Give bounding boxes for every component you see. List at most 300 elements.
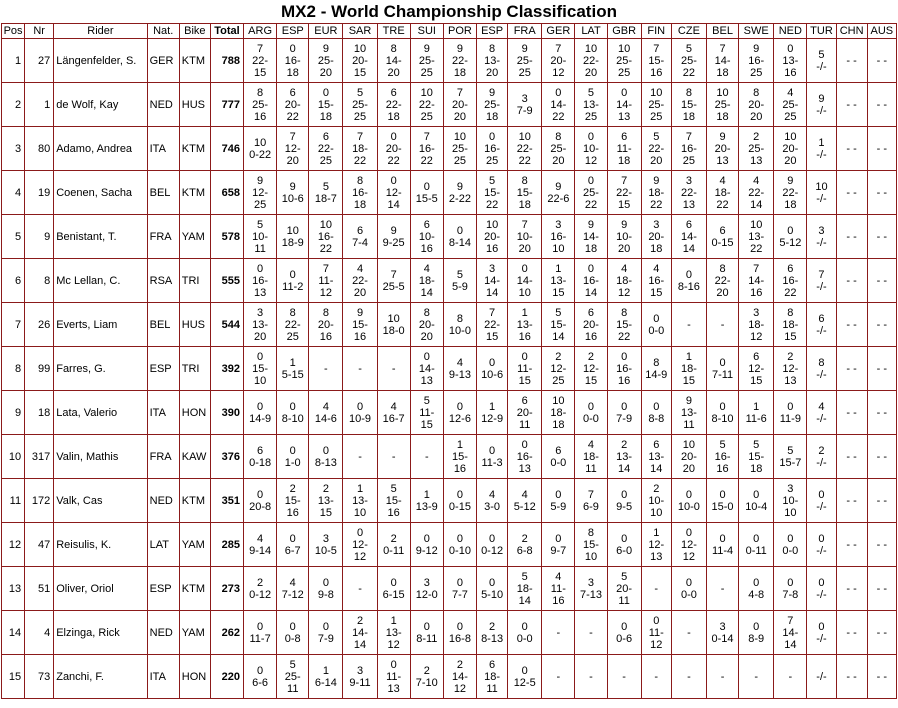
result-line: 10 — [815, 180, 828, 193]
result-line: - — [622, 670, 626, 683]
result-line: 16 — [387, 506, 400, 519]
result-line: 8 — [587, 526, 595, 539]
result-line: 10-5 — [314, 544, 337, 557]
result-cell — [671, 347, 706, 391]
result-line: 3 — [257, 306, 264, 319]
result-line: 11-4 — [711, 544, 734, 557]
result-line: 7-8 — [782, 588, 799, 601]
result-line: 6-14 — [314, 676, 337, 689]
result-cell — [706, 171, 738, 215]
result-line: 8 — [521, 174, 528, 187]
result-line: -/- — [816, 544, 827, 557]
result-line: 1 — [356, 482, 364, 495]
total-cell: 351 — [210, 479, 243, 523]
result-line: 9 — [257, 174, 264, 187]
nationality-cell: GER — [147, 39, 179, 83]
result-line: 0 — [456, 400, 463, 413]
result-line: 20 — [518, 242, 531, 255]
result-line: 15 — [353, 66, 367, 79]
result-line: 0 — [685, 268, 692, 281]
result-line: 25 — [420, 66, 433, 79]
result-line: 18- — [748, 318, 765, 331]
result-cell — [575, 567, 607, 611]
result-line: 16- — [516, 450, 533, 463]
total-cell: 658 — [210, 171, 243, 215]
table-row — [2, 127, 897, 171]
result-line: 0 — [587, 400, 595, 413]
result-cell — [244, 435, 277, 479]
result-line: 10 — [420, 86, 433, 99]
result-cell — [807, 303, 836, 347]
result-line: 16- — [714, 450, 731, 463]
result-line: 20- — [782, 142, 799, 155]
result-cell — [542, 127, 575, 171]
result-line: - — [654, 670, 659, 683]
result-line: - - — [846, 54, 857, 67]
result-line: 20- — [583, 318, 599, 331]
result-line: 7 — [322, 262, 329, 275]
result-cell — [807, 611, 836, 655]
table-row — [2, 611, 897, 655]
result-line: 0 — [390, 130, 397, 143]
result-cell — [807, 259, 836, 303]
result-cell — [836, 171, 867, 215]
nationality-cell: FRA — [147, 435, 179, 479]
result-cell — [277, 215, 309, 259]
result-line: 0 — [753, 488, 760, 501]
result-line: - — [324, 362, 328, 375]
result-line: 25 — [485, 154, 499, 167]
column-header: ESP — [277, 24, 309, 39]
result-line: 12 — [682, 550, 696, 563]
result-cell — [244, 655, 277, 699]
result-cell — [277, 171, 309, 215]
result-line: 0 — [489, 532, 496, 545]
result-line: 16 — [784, 66, 797, 79]
rider-cell: Valin, Mathis — [54, 435, 147, 479]
result-line: 14- — [451, 670, 468, 683]
result-line: 16 — [518, 330, 531, 343]
result-line: 15- — [284, 494, 301, 507]
result-line: 1 — [818, 136, 825, 149]
result-line: 16- — [583, 274, 599, 287]
position-cell: 15 — [2, 655, 25, 699]
result-line: 4-8 — [748, 588, 765, 601]
result-cell — [542, 567, 575, 611]
result-line: 15- — [583, 538, 599, 551]
result-cell — [244, 259, 277, 303]
result-line: 25- — [550, 142, 567, 155]
result-line: - — [358, 582, 362, 595]
result-line: 0 — [521, 620, 528, 633]
result-line: 9 — [521, 42, 528, 55]
result-cell — [443, 303, 476, 347]
result-line: 7-7 — [451, 588, 468, 601]
result-line: 20 — [286, 154, 299, 167]
result-cell — [477, 83, 508, 127]
result-line: 13 — [420, 374, 433, 387]
result-line: 4 — [322, 400, 329, 413]
result-cell — [739, 259, 774, 303]
result-cell — [641, 391, 671, 435]
result-line: 0-0 — [648, 324, 665, 337]
result-line: 7-12 — [281, 588, 304, 601]
result-line: 1 — [289, 356, 296, 369]
result-cell — [836, 479, 867, 523]
result-cell — [836, 259, 867, 303]
position-cell: 11 — [2, 479, 25, 523]
result-line: 10 — [286, 224, 299, 237]
result-line: 1 — [521, 306, 528, 319]
result-line: 14- — [484, 274, 501, 287]
result-line: 18- — [583, 450, 599, 463]
result-line: 13 — [253, 286, 267, 299]
result-line: 11- — [318, 274, 334, 287]
result-line: 18 — [387, 110, 400, 123]
result-line: 0 — [818, 576, 825, 589]
result-line: - — [754, 670, 759, 683]
number-cell: 99 — [25, 347, 54, 391]
result-line: 25 — [286, 330, 299, 343]
result-line: 25 — [453, 154, 467, 167]
result-line: 0 — [818, 620, 825, 633]
result-line: 11 — [519, 418, 531, 431]
result-line: 0 — [818, 488, 825, 501]
result-line: -/- — [816, 632, 827, 645]
result-cell — [244, 303, 277, 347]
result-cell — [508, 479, 542, 523]
result-cell — [607, 171, 641, 215]
result-cell — [671, 171, 706, 215]
result-line: 5 — [787, 444, 794, 457]
result-line: 1-0 — [284, 456, 301, 469]
result-cell — [343, 303, 377, 347]
result-line: 15- — [317, 98, 334, 111]
result-cell — [477, 391, 508, 435]
result-cell — [309, 655, 343, 699]
result-line: 11- — [517, 362, 533, 375]
result-line: 13 — [618, 110, 631, 123]
result-cell — [867, 83, 896, 127]
result-cell — [343, 655, 377, 699]
result-line: 0-11 — [745, 544, 767, 557]
result-cell — [774, 479, 807, 523]
total-cell: 392 — [210, 347, 243, 391]
result-cell — [774, 523, 807, 567]
header-row — [2, 24, 897, 39]
result-line: 2 — [621, 438, 628, 451]
result-line: 13- — [550, 274, 567, 287]
result-line: 22 — [420, 154, 433, 167]
result-cell — [377, 39, 410, 83]
table-row — [2, 347, 897, 391]
result-line: 18 — [716, 66, 729, 79]
result-line: - - — [876, 230, 888, 243]
result-line: 15-5 — [415, 192, 438, 205]
result-line: 10-6 — [281, 192, 304, 205]
result-cell — [739, 391, 774, 435]
result-line: 25- — [748, 142, 765, 155]
rider-cell: Adamo, Andrea — [54, 127, 147, 171]
result-line: - - — [876, 406, 888, 419]
result-line: 0 — [322, 444, 329, 457]
result-line: - — [391, 362, 396, 375]
result-cell — [377, 611, 410, 655]
result-line: 22- — [748, 186, 765, 199]
result-line: 22 — [618, 330, 631, 343]
column-header: CZE — [671, 24, 706, 39]
result-line: 20- — [550, 54, 567, 67]
result-line: 0-15 — [711, 236, 734, 249]
result-line: 9 — [555, 180, 562, 193]
result-line: 13- — [317, 494, 334, 507]
result-line: 15 — [750, 374, 763, 387]
result-line: 14 — [420, 286, 433, 299]
result-line: 1 — [322, 664, 329, 677]
result-line: 5 — [653, 130, 660, 143]
result-line: 10 — [584, 550, 598, 563]
result-cell — [671, 215, 706, 259]
result-line: 10-0 — [448, 324, 471, 337]
result-line: 18 — [286, 66, 299, 79]
result-line: 15- — [616, 318, 633, 331]
result-line: 0-11 — [383, 544, 405, 557]
result-cell — [739, 479, 774, 523]
bike-cell: KTM — [179, 479, 210, 523]
result-cell — [508, 523, 542, 567]
result-line: 9-13 — [448, 368, 471, 381]
result-cell — [774, 39, 807, 83]
nationality-cell: ITA — [147, 127, 179, 171]
result-line: 0 — [787, 224, 794, 237]
result-cell — [377, 259, 410, 303]
result-line: 6 — [489, 658, 496, 671]
result-line: 1 — [456, 438, 463, 451]
result-line: 22 — [716, 198, 729, 211]
result-cell — [410, 523, 443, 567]
number-cell: 18 — [25, 391, 54, 435]
result-cell — [309, 83, 343, 127]
result-line: 8-13 — [481, 632, 504, 645]
result-line: 20- — [385, 142, 402, 155]
result-line: 6 — [753, 350, 760, 363]
result-cell — [641, 523, 671, 567]
result-cell — [542, 479, 575, 523]
result-line: - - — [876, 318, 888, 331]
result-cell — [575, 303, 607, 347]
number-cell: 1 — [25, 83, 54, 127]
result-line: 25- — [516, 54, 533, 67]
result-cell — [477, 567, 508, 611]
result-cell — [508, 83, 542, 127]
result-cell — [410, 479, 443, 523]
result-line: - - — [846, 142, 857, 155]
result-cell — [477, 611, 508, 655]
result-cell — [343, 215, 377, 259]
result-line: 22- — [583, 54, 599, 67]
result-line: - - — [876, 670, 888, 683]
result-line: 12- — [648, 538, 665, 551]
result-cell — [671, 127, 706, 171]
result-line: 25- — [680, 54, 697, 67]
result-cell — [508, 127, 542, 171]
result-line: 13- — [252, 318, 269, 331]
result-line: 7 — [456, 86, 463, 99]
result-line: 8 — [322, 306, 329, 319]
result-cell — [575, 259, 607, 303]
result-line: 2 — [390, 532, 397, 545]
result-line: 18- — [484, 670, 501, 683]
result-line: 16- — [550, 230, 567, 243]
column-header: SAR — [343, 24, 377, 39]
result-line: 25 — [784, 110, 797, 123]
result-cell — [867, 303, 896, 347]
result-line: 9-12 — [415, 544, 438, 557]
result-cell — [377, 567, 410, 611]
result-line: 13- — [385, 626, 402, 639]
result-cell — [739, 303, 774, 347]
result-line: 16- — [648, 274, 665, 287]
result-line: 0 — [257, 350, 264, 363]
column-header: CHN — [836, 24, 867, 39]
result-line: 18 — [584, 242, 598, 255]
result-line: 12- — [252, 186, 269, 199]
result-cell — [542, 655, 575, 699]
result-line: 7-13 — [579, 588, 602, 601]
column-header: Nat. — [147, 24, 179, 39]
position-cell: 4 — [2, 171, 25, 215]
result-line: 25- — [583, 186, 599, 199]
result-line: - - — [846, 538, 857, 551]
result-line: 8 — [257, 86, 264, 99]
result-cell — [309, 611, 343, 655]
result-cell — [671, 259, 706, 303]
result-cell — [807, 435, 836, 479]
result-cell — [607, 259, 641, 303]
result-cell — [671, 39, 706, 83]
result-cell — [671, 83, 706, 127]
result-cell — [508, 655, 542, 699]
result-line: 8-11 — [416, 632, 438, 645]
result-line: 9 — [818, 92, 825, 105]
result-line: 6-15 — [382, 588, 405, 601]
result-line: 10 — [319, 218, 332, 231]
result-line: 0 — [787, 576, 794, 589]
result-line: - - — [846, 274, 857, 287]
result-line: 16-8 — [448, 632, 471, 645]
result-line: 8 — [818, 356, 825, 369]
result-line: 8-16 — [677, 280, 700, 293]
result-line: 16 — [716, 462, 729, 475]
result-line: 18- — [550, 406, 567, 419]
result-line: 5 — [521, 570, 528, 583]
result-cell — [343, 171, 377, 215]
total-cell: 273 — [210, 567, 243, 611]
result-cell — [508, 259, 542, 303]
result-cell — [607, 523, 641, 567]
result-line: 4 — [719, 174, 726, 187]
result-line: 8 — [289, 306, 296, 319]
result-line: 0 — [289, 400, 296, 413]
result-cell — [807, 567, 836, 611]
nationality-cell: ITA — [147, 655, 179, 699]
result-line: 10-6 — [481, 368, 504, 381]
result-cell — [244, 171, 277, 215]
result-line: 9 — [390, 224, 397, 237]
result-cell — [277, 347, 309, 391]
result-line: 12- — [352, 538, 368, 551]
result-line: 25- — [317, 54, 334, 67]
rider-cell: Längenfelder, S. — [54, 39, 147, 83]
number-cell: 8 — [25, 259, 54, 303]
result-cell — [244, 611, 277, 655]
result-cell — [807, 171, 836, 215]
result-line: 2 — [653, 482, 660, 495]
result-line: 6 — [289, 86, 296, 99]
result-cell — [836, 655, 867, 699]
result-line: 15 — [682, 374, 696, 387]
result-line: 10 — [253, 136, 267, 149]
result-cell — [607, 83, 641, 127]
rider-cell: Farres, G. — [54, 347, 147, 391]
result-line: 14- — [680, 230, 697, 243]
result-line: - - — [846, 186, 857, 199]
result-line: 6 — [621, 130, 628, 143]
nationality-cell: LAT — [147, 523, 179, 567]
result-line: 25- — [418, 54, 435, 67]
result-cell — [410, 567, 443, 611]
result-cell — [774, 215, 807, 259]
result-cell — [706, 655, 738, 699]
result-line: 10 — [518, 130, 531, 143]
result-cell — [542, 435, 575, 479]
result-line: 7 — [390, 268, 397, 281]
result-line: - — [687, 626, 691, 639]
result-cell — [867, 479, 896, 523]
result-line: 4 — [489, 488, 496, 501]
result-cell — [477, 259, 508, 303]
result-line: 20- — [451, 98, 468, 111]
result-line: 13- — [484, 54, 501, 67]
result-line: 0 — [653, 312, 660, 325]
rider-cell: Reisulis, K. — [54, 523, 147, 567]
result-line: 7 — [685, 130, 692, 143]
result-line: 0-0 — [583, 412, 599, 425]
result-line: 0 — [719, 532, 726, 545]
nationality-cell: BEL — [147, 171, 179, 215]
result-line: 6 — [521, 394, 528, 407]
result-line: 13 — [682, 198, 696, 211]
result-line: 0 — [456, 532, 463, 545]
result-line: 10- — [782, 494, 799, 507]
result-line: 9 — [653, 174, 660, 187]
result-line: 7 — [289, 130, 296, 143]
result-line: - - — [876, 450, 888, 463]
result-cell — [641, 611, 671, 655]
result-line: 0-22 — [249, 148, 272, 161]
result-line: 11-9 — [779, 412, 801, 425]
result-line: 8 — [456, 312, 463, 325]
result-line: 11-7 — [249, 632, 271, 645]
result-line: 10- — [252, 230, 269, 243]
column-header: FIN — [641, 24, 671, 39]
result-cell — [377, 127, 410, 171]
rider-cell: de Wolf, Kay — [54, 83, 147, 127]
result-cell — [309, 435, 343, 479]
result-line: 10- — [648, 494, 665, 507]
result-line: 12 — [584, 154, 598, 167]
result-cell — [739, 83, 774, 127]
